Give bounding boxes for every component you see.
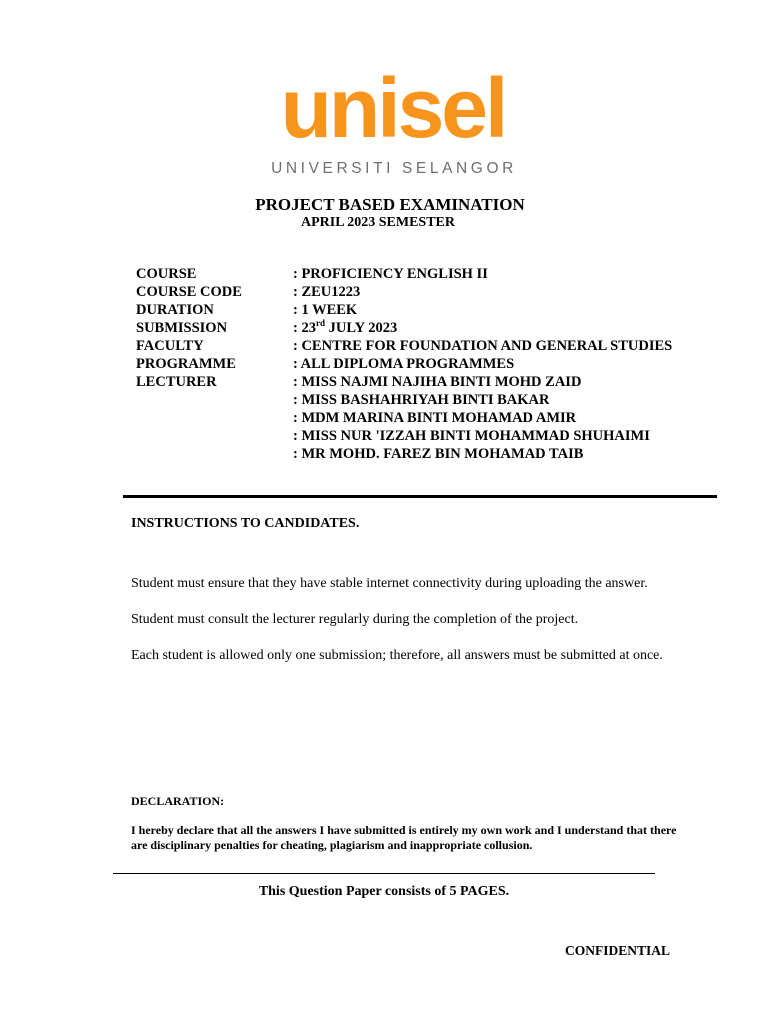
confidential-label: CONFIDENTIAL	[565, 943, 671, 958]
duration-label: DURATION	[136, 302, 214, 318]
programme-label: PROGRAMME	[136, 356, 236, 372]
course-code-value: : ZEU1223	[293, 284, 361, 300]
submission-label: SUBMISSION	[136, 320, 228, 336]
declaration-heading: DECLARATION:	[131, 794, 225, 808]
unisel-logo: unisel	[280, 61, 506, 155]
lecturer-name: : MDM MARINA BINTI MOHAMAD AMIR	[293, 410, 577, 426]
divider-thick	[123, 495, 717, 498]
lecturer-name: : MISS BASHAHRIYAH BINTI BAKAR	[293, 392, 550, 408]
lecturer-name: : MISS NAJMI NAJIHA BINTI MOHD ZAID	[293, 374, 582, 390]
page-count-note: This Question Paper consists of 5 PAGES.	[258, 884, 510, 899]
exam-title: PROJECT BASED EXAMINATION	[255, 195, 525, 214]
instruction-item: Each student is allowed only one submission; therefore, all answers must be submitted at once.	[131, 648, 663, 663]
lecturer-name: : MISS NUR 'IZZAH BINTI MOHAMMAD SHUHAIMI	[293, 428, 650, 444]
divider-thin	[113, 873, 655, 874]
declaration-text: I hereby declare that all the answers I have submitted is entirely my own work and I understand that there are disciplinary penalties for cheating, plagiarism and inappropriate collusion.	[131, 823, 677, 852]
submission-value: : 23rd JULY 2023	[293, 318, 398, 336]
course-value: : PROFICIENCY ENGLISH II	[293, 266, 488, 282]
lecturer-label: LECTURER	[136, 374, 217, 390]
duration-value: : 1 WEEK	[293, 302, 358, 318]
instruction-item: Student must ensure that they have stable internet connectivity during uploading the answer.	[131, 576, 648, 591]
semester-title: APRIL 2023 SEMESTER	[300, 215, 456, 230]
course-code-label: COURSE CODE	[136, 284, 242, 300]
course-label: COURSE	[136, 266, 197, 282]
lecturer-name: : MR MOHD. FAREZ BIN MOHAMAD TAIB	[293, 446, 584, 462]
instructions-heading: INSTRUCTIONS TO CANDIDATES.	[131, 516, 360, 531]
logo-subtitle: UNIVERSITI SELANGOR	[271, 160, 517, 177]
faculty-value: : CENTRE FOR FOUNDATION AND GENERAL STUDIES	[293, 338, 673, 354]
programme-value: : ALL DIPLOMA PROGRAMMES	[293, 356, 515, 372]
faculty-label: FACULTY	[136, 338, 204, 354]
instruction-item: Student must consult the lecturer regularly during the completion of the project.	[131, 612, 579, 627]
